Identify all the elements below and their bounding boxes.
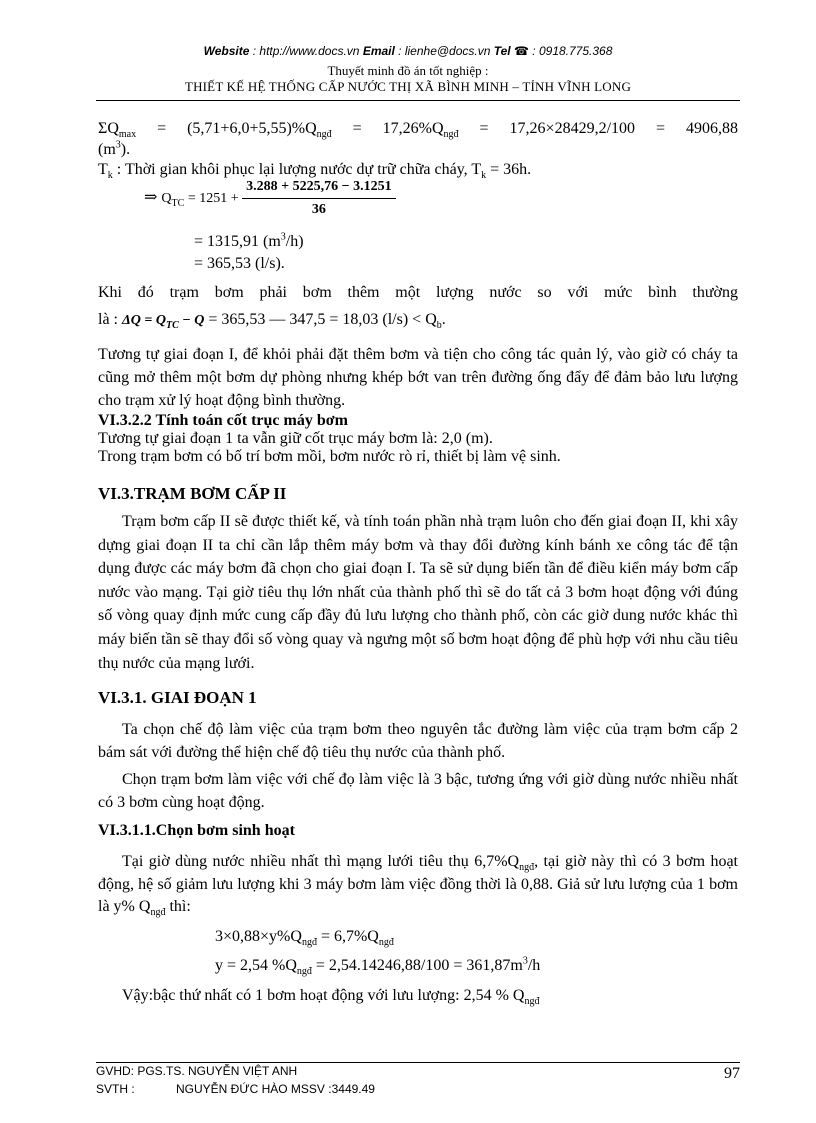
paragraph-extra-flow: Khi đó trạm bơm phải bơm thêm một lượng nước so với mức bình thường: [98, 284, 738, 301]
paragraph-extra-flow-eq: là : $\Delta Q = Q_{TC} - Q = 365,53$ — 347,5 = 18,03 $(l/s) < Q_b$.: [98, 311, 446, 332]
header-title: THIẾT KẾ HỆ THỐNG CẤP NƯỚC THỊ XÃ BÌNH MINH – TỈNH VĨNH LONG: [184, 79, 632, 94]
paragraph-equipment: Trong trạm bơm có bố trí bơm mồi, bơm nước rò rỉ, thiết bị làm vệ sinh.: [98, 448, 561, 465]
header-contact-line: [0, 44, 816, 58]
result-m3h: = 1315,91 $(m^3/h)$: [194, 231, 304, 250]
phone-icon: ☎: [514, 44, 529, 58]
footer-divider: [96, 1062, 740, 1063]
page-number: 97: [724, 1065, 740, 1082]
fraction-denominator: 36: [311, 202, 326, 217]
equation-pump-ratio: $3\times 0,88\times y\%Q_{ngđ} = 6,7\%Q_{ngđ}$: [215, 928, 394, 949]
paragraph-three-steps: Chọn trạm bơm làm việc với chế đọ làm việc là 3 bậc, tương ứng với giờ dùng nước nhiều nhất có 3 bơm cùng hoạt động.: [98, 771, 738, 811]
paragraph-pump-flow: Tại giờ dùng nước nhiều nhất thì mạng lưới tiêu thụ $6,7\%Q_{ngđ}$, tại giờ này thì có 3 bơm hoạt động, hệ số giảm lưu lượng khi 3 máy bơm làm việc đồng thời là 0,88. Giả sử lưu lượng của 1 bơm là y% $Q_{ngđ}$ thì:: [98, 853, 738, 919]
heading-vi-3-2-2: VI.3.2.2 Tính toán cốt trục máy bơm: [98, 412, 348, 429]
implies-icon: ⇒: [144, 189, 158, 207]
tel-value: : 0918.775.368: [532, 44, 613, 58]
footer-svth: SVTH :: [96, 1082, 135, 1096]
paragraph-fire-hours: Tương tự giai đoạn I, để khỏi phải đặt thêm bơm và tiện cho công tác quản lý, vào giờ có cháy ta cũng mở thêm một bơm dự phòng nhưng khép bớt van trên đường ống đẩy để đảm bảo lưu lượng cho trạm xử lý hoạt động bình thường.: [98, 346, 738, 409]
result-ls: = 365,53 (l/s).: [194, 255, 285, 272]
email-value[interactable]: : lienhe@docs.vn: [398, 44, 491, 58]
equation-qtc: ⇒ $Q_{TC} = 1251$ + $\frac{3.288 + 5225,76 - 3.1251}{36}$: [144, 176, 396, 221]
website-label: Website: [203, 44, 250, 58]
paragraph-axis-level: Tương tự giai đoạn 1 ta vẫn giữ cốt trục máy bơm là: 2,0 (m).: [98, 430, 493, 447]
heading-vi-3-1-1: VI.3.1.1.Chọn bơm sinh hoạt: [98, 822, 295, 839]
heading-vi-3: VI.3.TRẠM BƠM CẤP II: [98, 484, 287, 503]
website-value[interactable]: : http://www.docs.vn: [252, 44, 360, 58]
heading-vi-3-1: VI.3.1. GIAI ĐOẠN 1: [98, 688, 257, 707]
equation-y-value: y = 2,54 $\%Q_{ngđ} = 2,54.14246,88/100 = 361,87m^3/h$: [215, 955, 541, 978]
equation-sum-qmax-unit: $(m^3)$.: [98, 139, 131, 158]
fraction-numerator: 3.288 + 5225,76 − 3.1251: [242, 176, 395, 199]
email-label: Email: [362, 44, 395, 58]
tel-label: Tel: [493, 44, 511, 58]
tk-definition: $T_k$ : Thời gian khôi phục lại lượng nước dự trữ chữa cháy, $T_k = 36h$.: [98, 161, 532, 182]
fraction: [242, 176, 395, 221]
paragraph-first-step: Vậy:bậc thứ nhất có 1 bơm hoạt động với lưu lượng: 2,54 % $Q_{ngđ}$: [122, 987, 540, 1008]
footer-gvhd: GVHD: PGS.TS. NGUYỄN VIỆT ANH: [96, 1064, 298, 1078]
footer-svth-value: NGUYỄN ĐỨC HÀO MSSV :3449.49: [176, 1082, 375, 1096]
header-divider: [96, 100, 740, 101]
header-subtitle: Thuyết minh đồ án tốt nghiệp :: [327, 63, 489, 78]
paragraph-operating-mode: Ta chọn chế độ làm việc của trạm bơm theo nguyên tắc đường làm việc của trạm bơm cấp 2 bám sát với đường thể hiện chế độ tiêu thụ nước của thành phố.: [98, 721, 738, 761]
equation-sum-qmax: $\Sigma Q_{max} = (5,71+6,0+5,55)\%Q_{ngđ} = 17,26\%Q_{ngđ} = 17,26\times 28429,2/100 = 4906,88$: [98, 120, 738, 141]
paragraph-pump-station-ii: Trạm bơm cấp II sẽ được thiết kế, và tính toán phần nhà trạm luôn cho đến giai đoạn II, khi xây dựng giai đoạn II ta chỉ cần lắp thêm máy bơm và thay đổi đường kính bánh xe công tác để tận dụng được các máy bơm đã chọn cho giai đoạn I. Ta sẽ sử dụng biến tần để điều kiển máy bơm cấp nước vào mạng. Tại giờ tiêu thụ lớn nhất của thành phố thì sẽ do tất cả 3 bơm hoạt động với đúng số vòng quay định mức cung cấp đầy đủ lưu lượng cho thành phố, còn các giờ dung nước khác thì máy biến tần sẽ thay đổi số vòng quay và ngưng một số bơm hoạt động để phù hợp với nhu cầu tiêu thụ nước của mạng lưới.: [98, 513, 738, 672]
